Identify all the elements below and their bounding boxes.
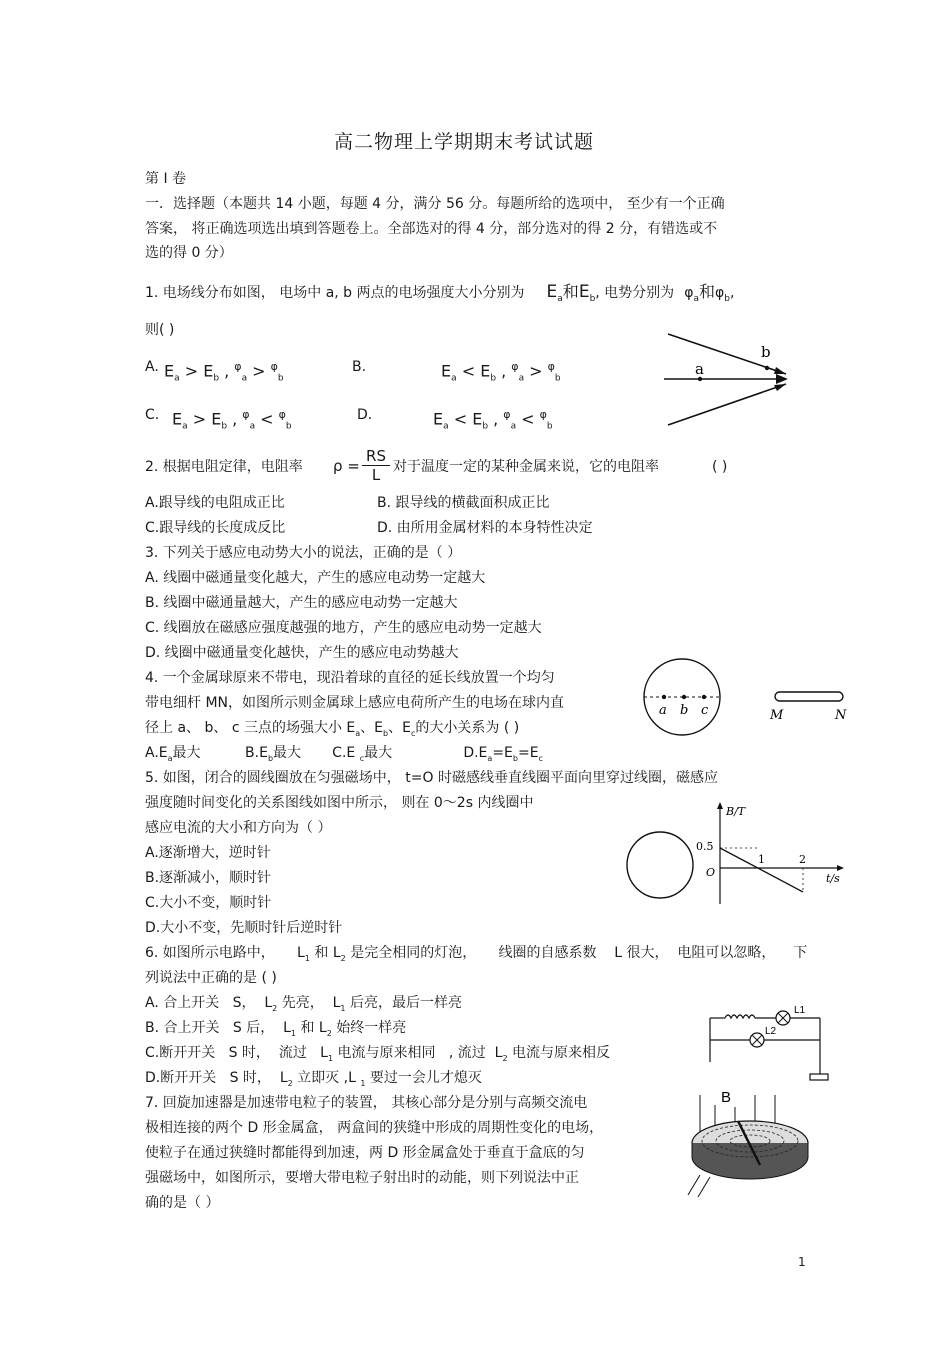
q5-fig-O: O [706, 866, 716, 879]
q2-option-b: B. 跟导线的横截面积成正比 [377, 495, 550, 511]
q6-option-d: D.断开开关 S 时， $L_2$ 立即灭 ,L $_1$ 要过一会儿才熄灭 [145, 1070, 482, 1088]
q2-option-c: C.跟导线的长度成反比 [145, 520, 286, 536]
q1-and: 和 [562, 282, 579, 301]
q1-comma: , [729, 285, 735, 301]
q5-line3: 感应电流的大小和方向为（ ） [145, 820, 332, 836]
q1-potential-text: , 电势分别为 [595, 285, 675, 301]
q4-fig-N: N [835, 708, 847, 723]
q4-line1: 4. 一个金属球原来不带电，现沿着球的直径的延长线放置一个均匀 [145, 670, 555, 686]
section-intro-line3: 选的得 0 分） [145, 245, 233, 261]
q1-fig-label-a: a [695, 360, 704, 378]
q1-Ea-sub: a [557, 293, 563, 304]
q5-option-c: C.大小不变，顺时针 [145, 895, 272, 911]
q4-line3-c: 、E [388, 720, 411, 736]
q1-option-c: $E_a > E_b$ , $^\varphi_a$ < $^\varphi_b$ [172, 408, 292, 432]
q4-line3-sub-c: c [410, 728, 416, 738]
q4-fig-a: a [659, 703, 667, 718]
q4-options: $A.E_a$最大 $B.E_b$最大 C.E $_c$最大 $D.E_a=E_b=E_c$ [145, 745, 543, 763]
q3-option-a: A. 线圈中磁通量变化越大，产生的感应电动势一定越大 [145, 570, 486, 586]
q2-paren: ( ) [712, 459, 728, 475]
q1-option-a-label: A. [145, 359, 159, 375]
q6-option-c: C.断开开关 S 时， 流过 $L_1$ 电流与原来相同 , 流过 $L_2$ 电流与原来相反 [145, 1045, 611, 1063]
q1-field-lines-figure [660, 330, 795, 430]
q1-phi-a: φ [684, 285, 694, 301]
q1-Eb: E [578, 282, 590, 302]
q6-option-b: B. 合上开关 S 后， $L_1$ 和 $L_2$ 始终一样亮 [145, 1020, 407, 1038]
q5-option-b: B.逐渐减小，顺时针 [145, 870, 272, 886]
q4-line3-sub-a: a [355, 728, 361, 738]
q1-stem [145, 283, 734, 308]
q5-fig-1: 1 [758, 853, 765, 866]
q5-fig-ts: t/s [826, 872, 840, 885]
q1-stem-text: 1. 电场线分布如图， 电场中 a, b 两点的电场强度大小分别为 [145, 285, 525, 301]
q2-option-d: D. 由所用金属材料的本身特性决定 [377, 520, 593, 536]
q2-fraction-den: L [362, 465, 390, 484]
q1-option-d: $E_a < E_b$ , $^\varphi_a$ < $^\varphi_b$ [433, 408, 553, 432]
q7-cyclotron-figure [680, 1085, 820, 1205]
q2-stem2: 对于温度一定的某种金属来说，它的电阻率 [393, 459, 659, 475]
q6-circuit-figure [690, 1000, 840, 1085]
q7-line2: 极相连接的两个 D 形金属盒， 两盒间的狭缝中形成的周期性变化的电场， [145, 1120, 604, 1136]
q7-line4: 强磁场中，如图所示，要增大带电粒子射出时的动能，则下列说法中正 [145, 1170, 579, 1186]
q1-option-c-label: C. [145, 407, 160, 423]
q6-line2: 列说法中正确的是 ( ) [145, 970, 277, 986]
q2-fraction-num: RS [366, 447, 386, 465]
q6-fig-L2: L2 [765, 1026, 777, 1037]
q2-stem: 2. 根据电阻定律，电阻率 [145, 459, 303, 475]
section-intro-line1: 一．选择题（本题共 14 小题，每题 4 分，满分 56 分。每题所给的选项中， 至少有一个正确 [145, 196, 725, 212]
q4-line2: 带电细杆 MN，如图所示则金属球上感应电荷所产生的电场在球内直 [145, 695, 565, 711]
q1-phi-b: φ [714, 285, 725, 301]
q7-line1: 7. 回旋加速器是加速带电粒子的装置， 其核心部分是分别与高频交流电 [145, 1095, 588, 1111]
q4-fig-b: b [680, 703, 689, 718]
q1-Eb-sub: b [589, 293, 596, 304]
q1-Ea: E [546, 282, 558, 302]
q1-option-b-label: B. [352, 359, 367, 375]
q7-line5: 确的是（ ） [145, 1195, 220, 1211]
q1-stem2: 则( ) [145, 322, 175, 338]
volume-label: 第 I 卷 [145, 171, 187, 187]
page-title: 高二物理上学期期末考试试题 [334, 131, 595, 153]
q4-line3-sub-b: b [383, 728, 389, 738]
q4-line3-b: 、E [360, 720, 384, 736]
q4-line3-a: 径上 a、 b、 c 三点的场强大小 E [145, 720, 356, 736]
q2-rho: ρ = [333, 457, 360, 475]
q2-option-a: A.跟导线的电阻成正比 [145, 495, 285, 511]
q1-and2: 和 [698, 282, 715, 301]
q5-fig-2: 2 [799, 853, 806, 866]
q5-fig-BT: B/T [726, 805, 746, 818]
q4-fig-M: M [770, 708, 784, 723]
q5-option-d: D.大小不变，先顺时针后逆时针 [145, 920, 343, 936]
q1-option-a: $E_a > E_b$ , $^\varphi_a$ > $^\varphi_b$ [164, 360, 284, 384]
q4-line3 [145, 719, 519, 743]
q6-option-a: A. 合上开关 S， $L_2$ 先亮， $L_1$ 后亮，最后一样亮 [145, 995, 462, 1013]
section-intro-line2: 答案， 将正确选项选出填到答题卷上。全部选对的得 4 分，部分选对的得 2 分，有错选或不 [145, 221, 718, 237]
q6-fig-L1: L1 [794, 1005, 806, 1016]
q3-option-c: C. 线圈放在磁感应强度越强的地方，产生的感应电动势一定越大 [145, 620, 542, 636]
q5-line2: 强度随时间变化的关系图线如图中所示， 则在 0～2s 内线圈中 [145, 795, 534, 811]
q5-line1: 5. 如图，闭合的圆线圈放在匀强磁场中， t=O 时磁感线垂直线圈平面向里穿过线圈，磁感应 [145, 770, 718, 786]
q3-stem: 3. 下列关于感应电动势大小的说法，正确的是（ ） [145, 545, 462, 561]
q5-coil-graph-figure [620, 800, 850, 910]
q3-option-d: D. 线圈中磁通量变化越快，产生的感应电动势越大 [145, 645, 459, 661]
q1-fig-label-b: b [761, 343, 771, 361]
page-number: 1 [798, 1255, 806, 1269]
q4-fig-c: c [701, 703, 709, 718]
q7-line3: 使粒子在通过狭缝时都能得到加速，两 D 形金属盒处于垂直于盒底的匀 [145, 1145, 585, 1161]
q2-fraction [362, 447, 390, 484]
q5-option-a: A.逐渐增大，逆时针 [145, 845, 271, 861]
q7-fig-B: B [721, 1089, 732, 1106]
q3-option-b: B. 线圈中磁通量越大，产生的感应电动势一定越大 [145, 595, 458, 611]
q4-sphere-rod-figure [640, 655, 855, 745]
q6-line1: 6. 如图所示电路中， $L_1$ 和 $L_2$ 是完全相同的灯泡， 线圈的自感系数 L 很大， 电阻可以忽略， 下 [145, 945, 808, 963]
q1-phi-a-sub: a [693, 293, 699, 304]
q1-option-b: $E_a < E_b$ , $^\varphi_a$ > $^\varphi_b$ [441, 360, 561, 384]
q1-phi-b-sub: b [724, 293, 730, 304]
q1-option-d-label: D. [357, 407, 373, 423]
q4-line3-rest: 的大小关系为 ( ) [415, 720, 520, 736]
q5-fig-05: 0.5 [696, 840, 714, 853]
